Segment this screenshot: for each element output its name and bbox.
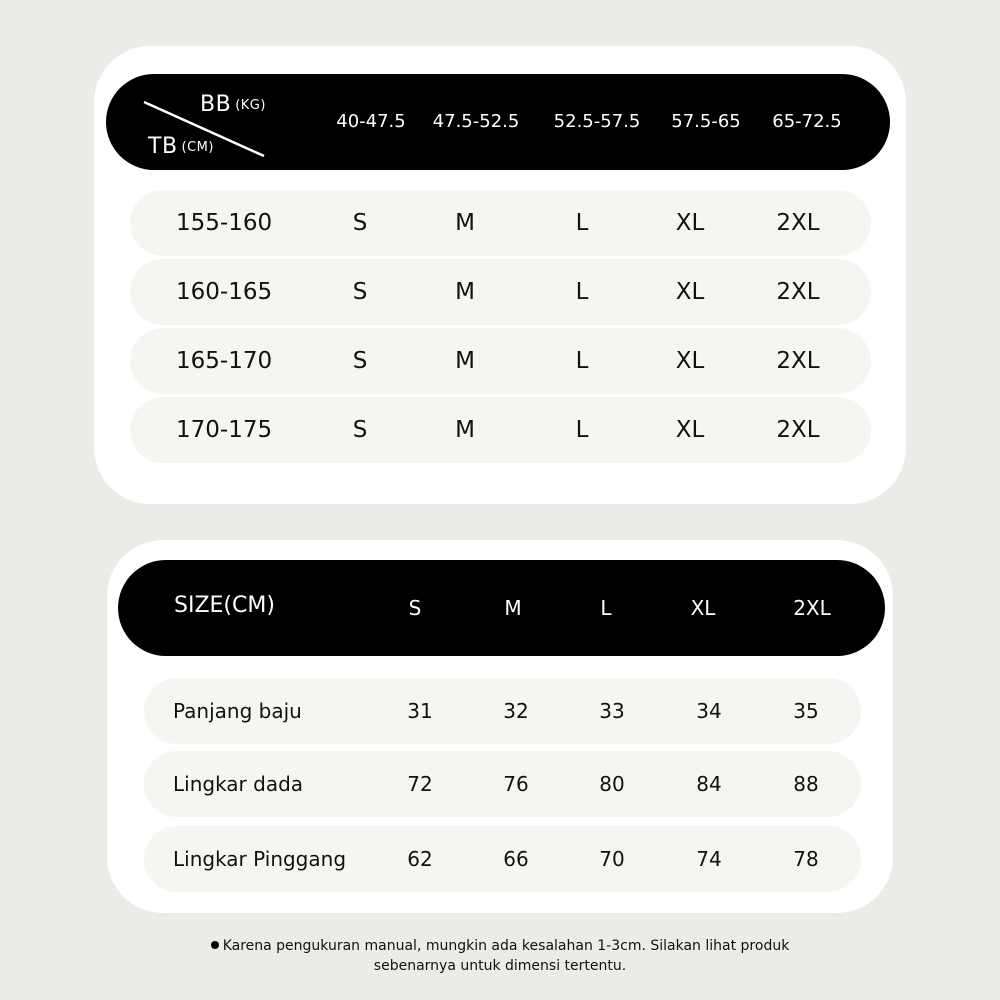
size-cell: M	[455, 417, 475, 443]
size-cell: S	[352, 210, 368, 236]
size-cell: 2XL	[776, 417, 820, 443]
size-cell: XL	[675, 348, 705, 374]
measurement-value: 72	[407, 772, 433, 796]
measurement-value: 84	[696, 772, 722, 796]
size-cell: 2XL	[776, 279, 820, 305]
bb-label: BB (KG)	[200, 92, 266, 117]
size-measurement-card	[107, 540, 893, 913]
measurement-label: Lingkar Pinggang	[173, 847, 347, 871]
height-range: 165-170	[176, 348, 273, 374]
size-column-header: S	[408, 596, 422, 620]
size-by-weight-height-card	[94, 46, 906, 504]
table-row	[130, 259, 871, 325]
corner-cell	[106, 74, 306, 170]
measurement-value: 74	[696, 847, 722, 871]
size-cell: L	[575, 348, 589, 374]
size-cell: S	[352, 417, 368, 443]
weight-height-header	[106, 74, 890, 170]
table-row	[130, 397, 871, 463]
size-title: SIZE(CM)	[174, 593, 275, 618]
weight-column-header: 47.5-52.5	[432, 111, 520, 132]
footnote	[0, 936, 1000, 976]
tb-unit: (CM)	[181, 140, 214, 155]
measurement-value: 34	[696, 699, 722, 723]
weight-column-header: 40-47.5	[336, 111, 406, 132]
table-row	[144, 678, 861, 744]
measurement-value: 76	[503, 772, 529, 796]
size-cell: M	[455, 348, 475, 374]
height-range: 155-160	[176, 210, 273, 236]
size-cell: M	[455, 210, 475, 236]
footnote-text-1: Karena pengukuran manual, mungkin ada kesalahan 1-3cm. Silakan lihat produk	[222, 938, 790, 954]
size-cell: L	[575, 210, 589, 236]
height-range: 170-175	[176, 417, 273, 443]
size-cell: S	[352, 348, 368, 374]
size-cell: XL	[675, 210, 705, 236]
size-cell: L	[575, 279, 589, 305]
measurement-value: 80	[599, 772, 625, 796]
measurement-label: Panjang baju	[173, 699, 302, 723]
weight-column-header: 52.5-57.5	[553, 111, 641, 132]
measurement-value: 35	[793, 699, 819, 723]
footnote-line-2: sebenarnya untuk dimensi tertentu.	[373, 958, 627, 974]
size-cell: L	[575, 417, 589, 443]
size-cell: 2XL	[776, 210, 820, 236]
bullet-icon	[211, 941, 219, 949]
size-cell: 2XL	[776, 348, 820, 374]
measurement-header	[118, 560, 885, 656]
measurement-value: 31	[407, 699, 433, 723]
size-column-header: XL	[690, 596, 716, 620]
measurement-value: 32	[503, 699, 529, 723]
weight-column-header: 65-72.5	[772, 111, 842, 132]
size-cell: S	[352, 279, 368, 305]
weight-column-header: 57.5-65	[671, 111, 741, 132]
measurement-value: 70	[599, 847, 625, 871]
measurement-label: Lingkar dada	[173, 772, 304, 796]
size-cell: XL	[675, 279, 705, 305]
measurement-value: 62	[407, 847, 433, 871]
table-row	[130, 328, 871, 394]
measurement-value: 33	[599, 699, 625, 723]
table-row	[144, 826, 861, 892]
table-row	[144, 751, 861, 817]
bb-unit: (KG)	[235, 98, 266, 113]
size-column-header: M	[504, 596, 522, 620]
measurement-value: 66	[503, 847, 529, 871]
size-column-header: L	[600, 596, 612, 620]
tb-label: TB (CM)	[148, 134, 214, 159]
size-column-header: 2XL	[793, 596, 831, 620]
height-range: 160-165	[176, 279, 273, 305]
footnote-line-1	[0, 936, 1000, 956]
size-cell: M	[455, 279, 475, 305]
measurement-value: 88	[793, 772, 819, 796]
measurement-value: 78	[793, 847, 819, 871]
size-cell: XL	[675, 417, 705, 443]
table-row	[130, 190, 871, 256]
